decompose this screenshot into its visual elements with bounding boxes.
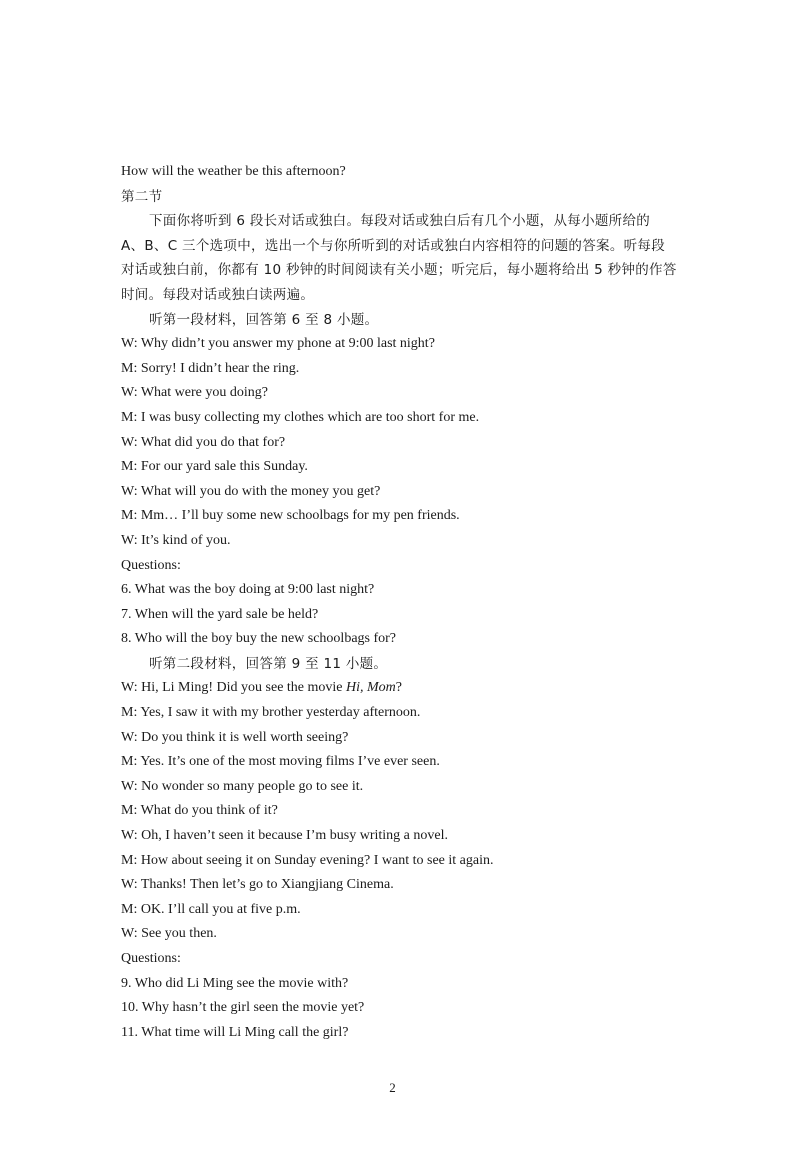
part1-heading: 听第一段材料，回答第 6 至 8 小题。 xyxy=(149,311,379,328)
question-item: 7. When will the yard sale be held? xyxy=(121,606,319,622)
part1-questions-label: Questions: xyxy=(121,557,181,573)
question-item: 11. What time will Li Ming call the girl? xyxy=(121,1024,349,1040)
dialogue-line-suffix: ? xyxy=(395,680,402,696)
section-title: 第二节 xyxy=(121,188,163,205)
dialogue-line: M: What do you think of it? xyxy=(121,803,278,819)
dialogue-line: W: No wonder so many people go to see it. xyxy=(121,778,364,794)
part1-dialogue xyxy=(121,332,676,553)
part2-questions xyxy=(121,972,676,1046)
question-item: 9. Who did Li Ming see the movie with? xyxy=(121,975,349,991)
dialogue-line: M: Yes, I saw it with my brother yesterday afternoon. xyxy=(121,705,421,721)
part1-questions xyxy=(121,578,676,652)
question-item: 10. Why hasn’t the girl seen the movie yet? xyxy=(121,1000,365,1016)
part2-questions-label: Questions: xyxy=(121,951,181,966)
dialogue-line: M: OK. I’ll call you at five p.m. xyxy=(121,901,301,917)
dialogue-line: W: Do you think it is well worth seeing? xyxy=(121,729,349,745)
dialogue-line: W: It’s kind of you. xyxy=(121,532,231,548)
dialogue-line: W: See you then. xyxy=(121,926,217,942)
instructions-line: 时间。每段对话或独白读两遍。 xyxy=(121,286,315,303)
dialogue-line: M: I was busy collecting my clothes which are too short for me. xyxy=(121,409,480,425)
instructions-paragraph xyxy=(121,209,676,307)
dialogue-line: W: What were you doing? xyxy=(121,385,268,401)
dialogue-line: W: Oh, I haven’t seen it because I’m busy writing a novel. xyxy=(121,828,448,844)
dialogue-line-prefix: W: Hi, Li Ming! Did you see the movie xyxy=(121,680,346,696)
instructions-line: 下面你将听到 6 段长对话或独白。每段对话或独白后有几个小题，从每小题所给的 xyxy=(149,213,651,230)
page-content xyxy=(121,160,676,1045)
dialogue-line: M: Mm… I’ll buy some new schoolbags for my pen friends. xyxy=(121,508,460,524)
dialogue-line xyxy=(121,676,676,701)
movie-title: Hi, Mom xyxy=(346,680,396,696)
question-item: 6. What was the boy doing at 9:00 last night? xyxy=(121,582,375,598)
instructions-line: 对话或独白前，你都有 10 秒钟的时间阅读有关小题；听完后，每小题将给出 5 秒钟的作答 xyxy=(121,262,677,279)
dialogue-line: W: What will you do with the money you get? xyxy=(121,483,381,499)
dialogue-line: M: Yes. It’s one of the most moving films I’ve ever seen. xyxy=(121,754,440,770)
page-number: 2 xyxy=(389,1080,396,1095)
dialogue-line: M: How about seeing it on Sunday evening? I want to see it again. xyxy=(121,852,494,868)
dialogue-line: M: For our yard sale this Sunday. xyxy=(121,459,308,475)
instructions-line: A、B、C 三个选项中，选出一个与你所听到的对话或独白内容相符的问题的答案。听每段 xyxy=(121,237,666,254)
dialogue-line: W: What did you do that for? xyxy=(121,434,286,450)
dialogue-line: W: Why didn’t you answer my phone at 9:00 last night? xyxy=(121,336,435,352)
part2-dialogue xyxy=(121,676,676,947)
question-item: 8. Who will the boy buy the new schoolbags for? xyxy=(121,631,397,647)
carryover-question: How will the weather be this afternoon? xyxy=(121,164,346,179)
part2-heading: 听第二段材料，回答第 9 至 11 小题。 xyxy=(149,655,388,672)
dialogue-line: M: Sorry! I didn’t hear the ring. xyxy=(121,360,300,376)
dialogue-line: W: Thanks! Then let’s go to Xiangjiang Cinema. xyxy=(121,877,394,893)
